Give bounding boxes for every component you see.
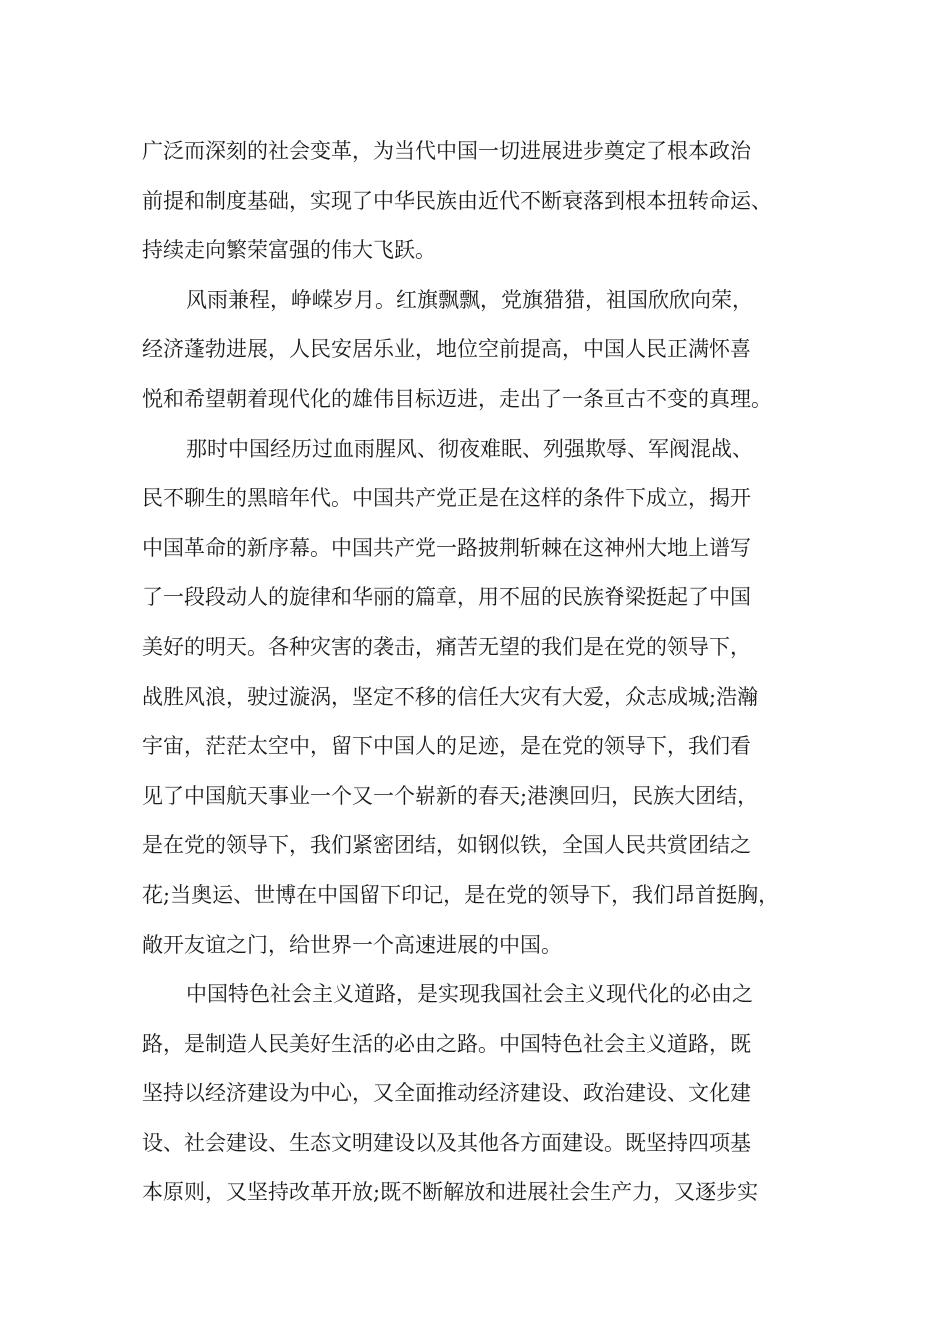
text-line: 坚持以经济建设为中心，又全面推动经济建设、政治建设、文化建 bbox=[142, 1081, 751, 1106]
text-line: 是在党的领导下，我们紧密团结，如钢似铁，全国人民共赏团结之 bbox=[142, 833, 751, 858]
text-line: 前提和制度基础，实现了中华民族由近代不断衰落到根本扭转命运、 bbox=[142, 188, 772, 213]
body-text bbox=[142, 127, 822, 1218]
text-line: 悦和希望朝着现代化的雄伟目标迈进，走出了一条亘古不变的真理。 bbox=[142, 386, 772, 411]
paragraph-first-line: 中国特色社会主义道路，是实现我国社会主义现代化的必由之 bbox=[186, 982, 753, 1007]
text-line: 中国革命的新序幕。中国共产党一路披荆斩棘在这神州大地上谱写 bbox=[142, 535, 751, 560]
text-line: 美好的明天。各种灾害的袭击，痛苦无望的我们是在党的领导下， bbox=[142, 634, 751, 659]
text-line: 敞开友谊之门，给世界一个高速进展的中国。 bbox=[142, 932, 562, 957]
text-line: 战胜风浪，驶过漩涡，坚定不移的信任大灾有大爱，众志成城;浩瀚 bbox=[142, 684, 759, 709]
text-line: 本原则，又坚持改革开放;既不断解放和进展社会生产力，又逐步实 bbox=[142, 1180, 759, 1205]
text-line: 宇宙，茫茫太空中，留下中国人的足迹，是在党的领导下，我们看 bbox=[142, 734, 751, 759]
text-line: 持续走向繁荣富强的伟大飞跃。 bbox=[142, 238, 436, 263]
text-line: 花;当奥运、世博在中国留下印记，是在党的领导下，我们昂首挺胸， bbox=[142, 882, 780, 907]
text-line: 设、社会建设、生态文明建设以及其他各方面建设。既坚持四项基 bbox=[142, 1130, 751, 1155]
text-line: 路，是制造人民美好生活的必由之路。中国特色社会主义道路，既 bbox=[142, 1031, 751, 1056]
text-line: 见了中国航天事业一个又一个崭新的春天;港澳回归，民族大团结， bbox=[142, 783, 759, 808]
text-line: 广泛而深刻的社会变革，为当代中国一切进展进步奠定了根本政治 bbox=[142, 139, 751, 163]
paragraph-first-line: 风雨兼程，峥嵘岁月。红旗飘飘，党旗猎猎，祖国欣欣向荣， bbox=[186, 287, 753, 312]
text-line: 经济蓬勃进展，人民安居乐业，地位空前提高，中国人民正满怀喜 bbox=[142, 337, 751, 362]
text-line: 了一段段动人的旋律和华丽的篇章，用不屈的民族脊梁挺起了中国 bbox=[142, 585, 751, 610]
text-line: 民不聊生的黑暗年代。中国共产党正是在这样的条件下成立，揭开 bbox=[142, 486, 751, 511]
paragraph-first-line: 那时中国经历过血雨腥风、彻夜难眠、列强欺辱、军阀混战、 bbox=[186, 436, 753, 461]
